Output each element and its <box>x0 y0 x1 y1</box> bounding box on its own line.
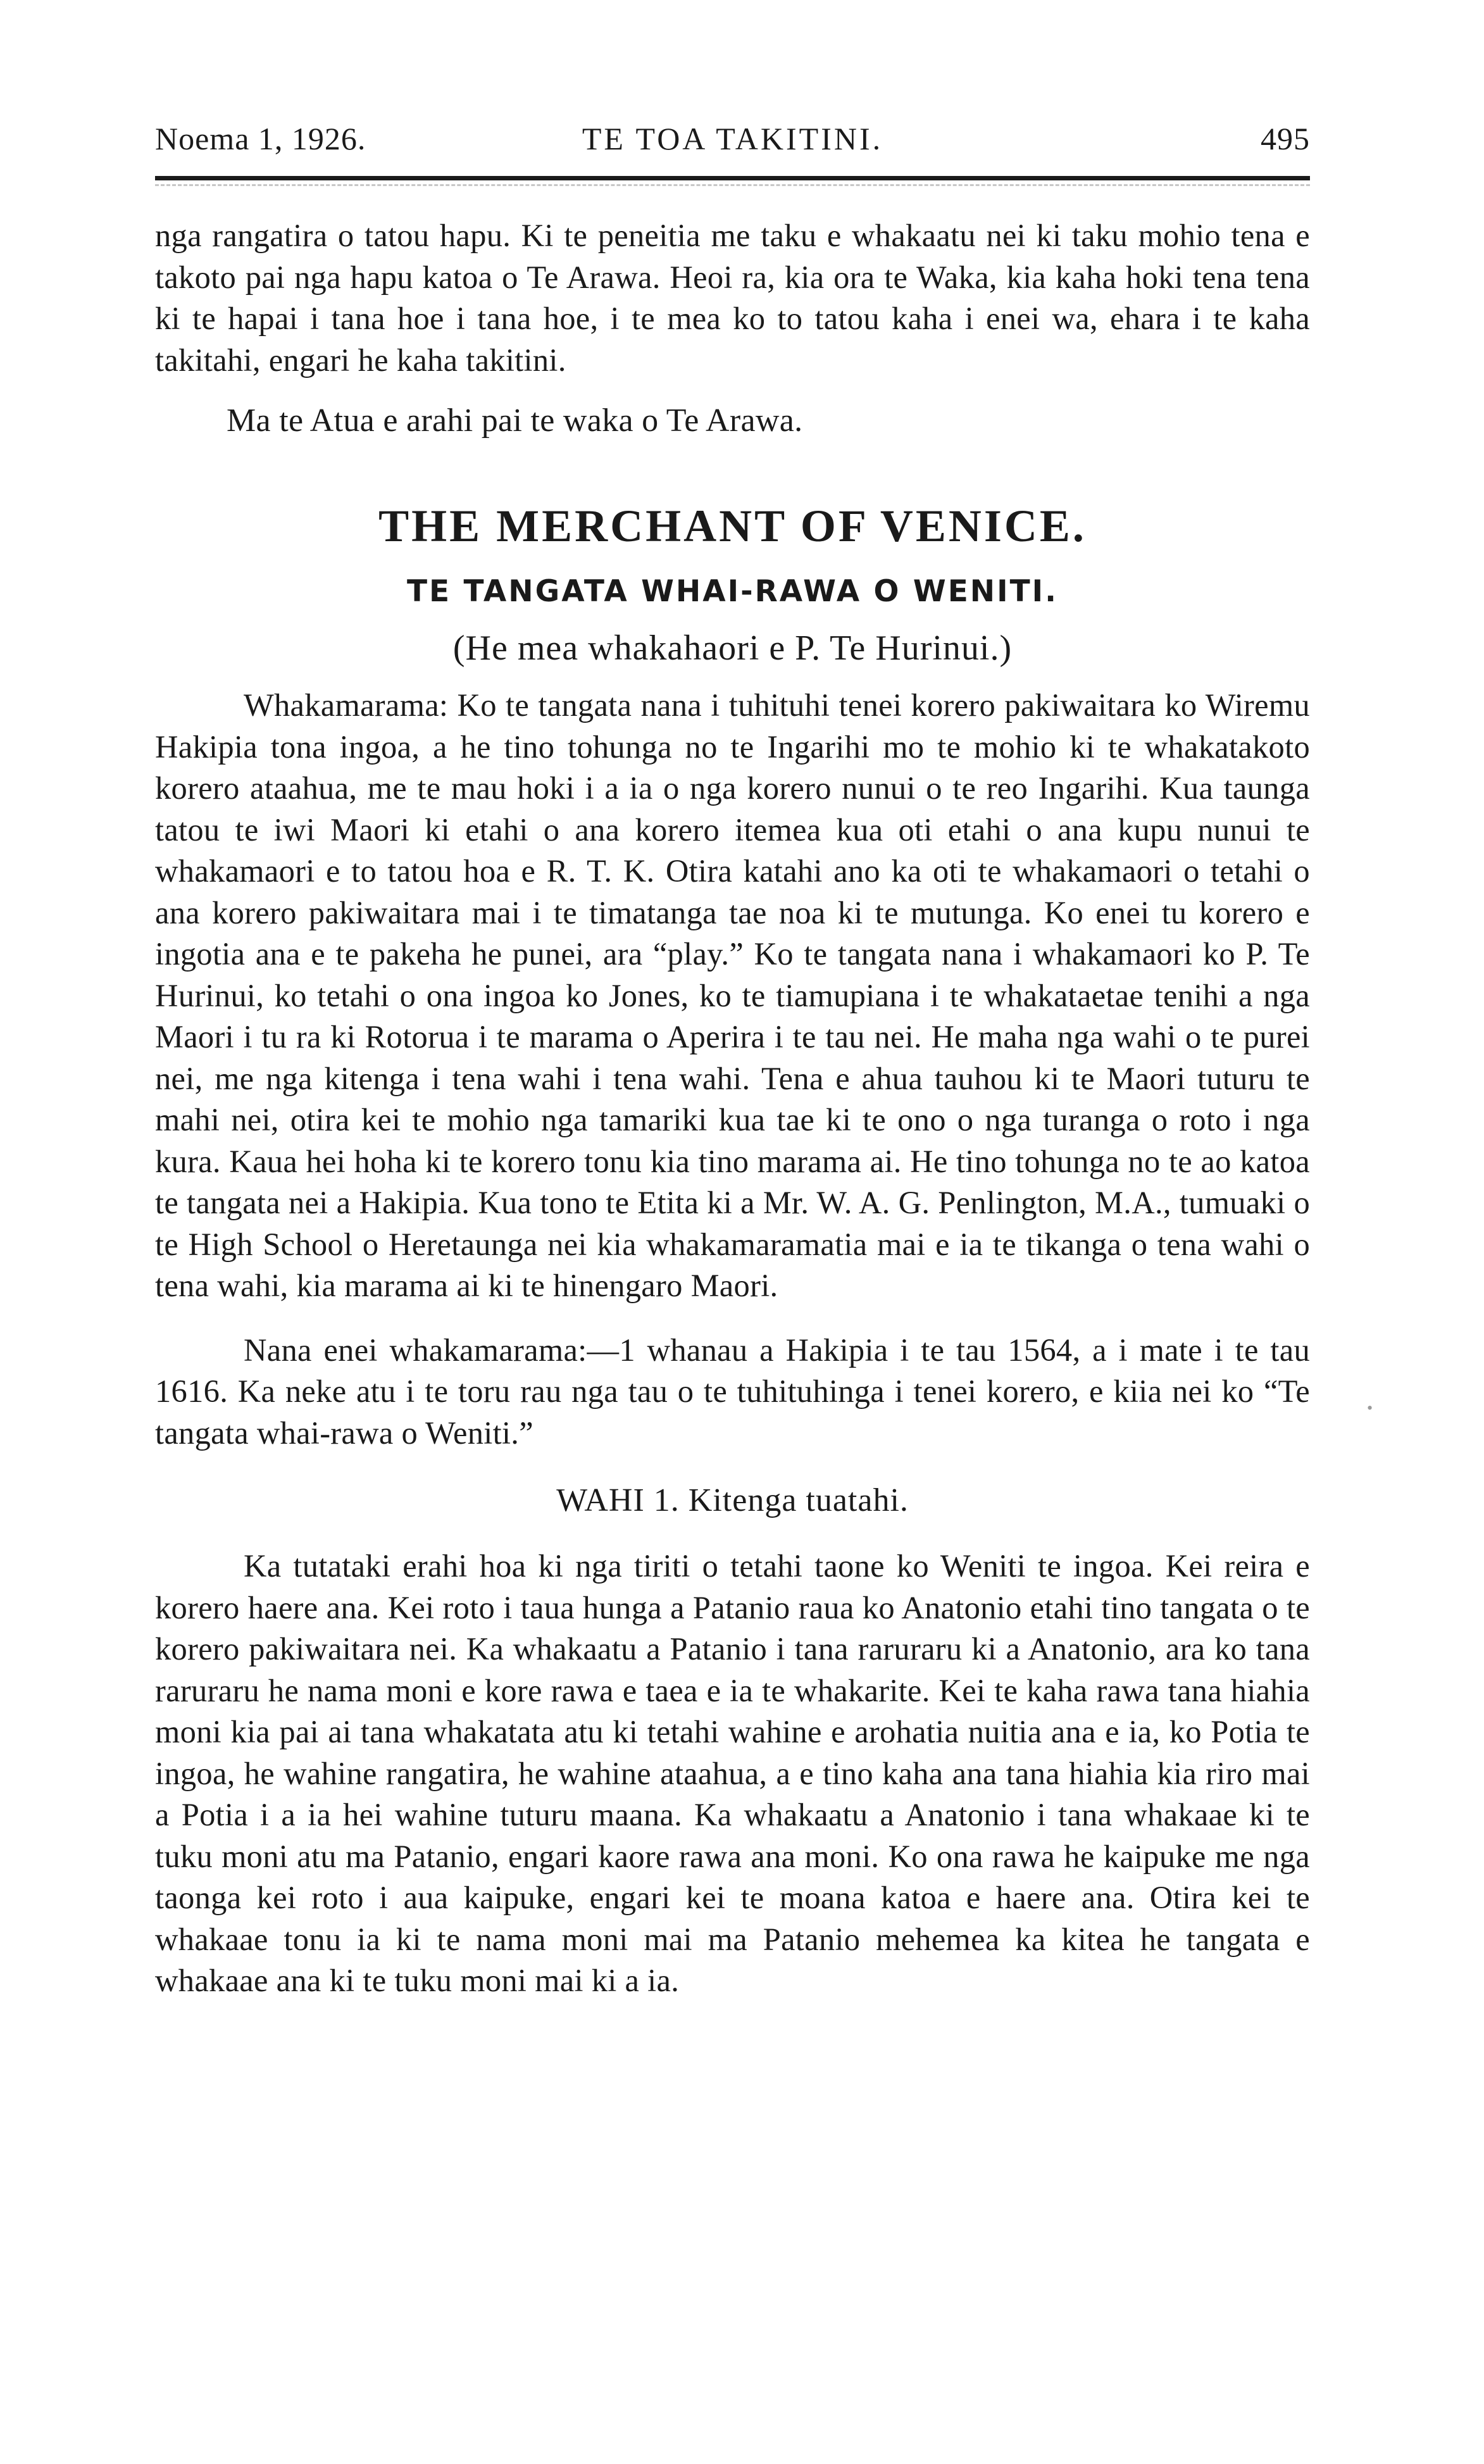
article-title: THE MERCHANT OF VENICE. <box>378 501 1087 551</box>
margin-mark: • <box>1367 1399 1373 1417</box>
dates-paragraph: Nana enei whakamarama:—1 whanau a Hakipia i te tau 1564, a i mate i te tau 1616. Ka neke atu i te toru rau nga tau o te tuhituhinga i tenei korero, e kiia nei ko “Te tangata whai-rawa o Weniti.” <box>155 1332 1310 1451</box>
header-publication-title: TE TOA TAKITINI. <box>582 121 883 156</box>
article-byline: (He mea whakahaori e P. Te Hurinui.) <box>452 629 1013 668</box>
header-date: Noema 1, 1926. <box>155 121 366 156</box>
running-header <box>155 120 1310 165</box>
scene-paragraph: Ka tutataki erahi hoa ki nga tiriti o tetahi taone ko Weniti te ingoa. Kei reira e korero haere ana. Kei roto i taua hunga a Patanio raua ko Anatonio etahi tino tangata o te korero pakiwaitara nei. Ka whakaatu a Patanio i tana raruraru ki a Anatonio, ara ko tana raruraru he nama moni e kore rawa e taea e ia te whakarite. Kei te kaha rawa tana hiahia moni kia pai ai tana whakatata atu ki tetahi wahine e arohatia nuitia ana e ia, ko Potia te ingoa, he wahine rangatira, he wahine ataahua, a e tino kaha ana tana hiahia kia riro mai a Potia i a ia hei wahine tuturu maana. Ka whakaatu a Anatonio i tana whakaae ki te tuku moni atu ma Patanio, engari kaore rawa ana moni. Ko ona rawa he kaipuke me nga taonga kei roto i aua kaipuke, engari kei te moana katoa e haere ana. Otira kei te whakaae tonu ia ki te nama moni mai ma Patanio mehemea ka kitea he tangata e whakaae ana ki te tuku moni mai ki a ia. <box>155 1548 1310 1998</box>
intro-closing-line: Ma te Atua e arahi pai te waka o Te Arawa. <box>227 403 803 439</box>
header-page-number: 495 <box>1261 121 1310 156</box>
section-heading: WAHI 1. Kitenga tuatahi. <box>556 1482 909 1518</box>
intro-paragraph: nga rangatira o tatou hapu. Ki te peneitia me taku e whakaatu nei ki taku mohio tena e takoto pai nga hapu katoa o Te Arawa. Heoi ra, kia ora te Waka, kia kaha hoki tena tena ki te hapai i tana hoe i tana hoe, i te mea ko to tatou kaha i enei wa, ehara i te kaha takitahi, engari he kaha takitini. <box>155 218 1310 378</box>
article-subtitle: TE TANGATA WHAI-RAWA O WENITI. <box>406 574 1059 609</box>
header-rule-faint <box>155 184 1310 186</box>
explanation-paragraph: Whakamarama: Ko te tangata nana i tuhituhi tenei korero pakiwaitara ko Wiremu Hakipia tona ingoa, a he tino tohunga no te Ingarihi mo te mohio ki te whakatakoto korero ataahua, me te mau hoki i a ia o nga korero nunui o te reo Ingarihi. Kua taunga tatou te iwi Maori ki etahi o ana korero itemea kua oti etahi o ana kupu nunui te whakamaori e to tatou hoa e R. T. K. Otira katahi ano ka oti te whakamaori o tetahi o ana korero pakiwaitara mai i te timatanga tae noa ki te mutunga. Ko enei tu korero e ingotia ana e te pakeha he punei, ara “play.” Ko te tangata nana i whakamaori ko P. Te Hurinui, ko tetahi o ona ingoa ko Jones, ko te tiamupiana i te whakataetae tenihi a nga Maori i tu ra ki Rotorua i te marama o Aperira i te tau nei. He maha nga wahi o te purei nei, me nga kitenga i tena wahi i tena wahi. Tena e ahua tauhou ki te Maori tuturu te mahi nei, otira kei te mohio nga tamariki kua tae ki te ono o nga turanga o roto i nga kura. Kaua hei hoha ki te korero tonu kia tino marama ai. He tino tohunga no te ao katoa te tangata nei a Hakipia. Kua tono te Etita ki a Mr. W. A. G. Penlington, M.A., tumuaki o te High School o Heretaunga nei kia whakamaramatia mai e ia te tikanga o tena wahi o tena wahi, kia marama ai ki te hinengaro Maori. <box>155 687 1310 1303</box>
header-rule <box>155 176 1310 180</box>
